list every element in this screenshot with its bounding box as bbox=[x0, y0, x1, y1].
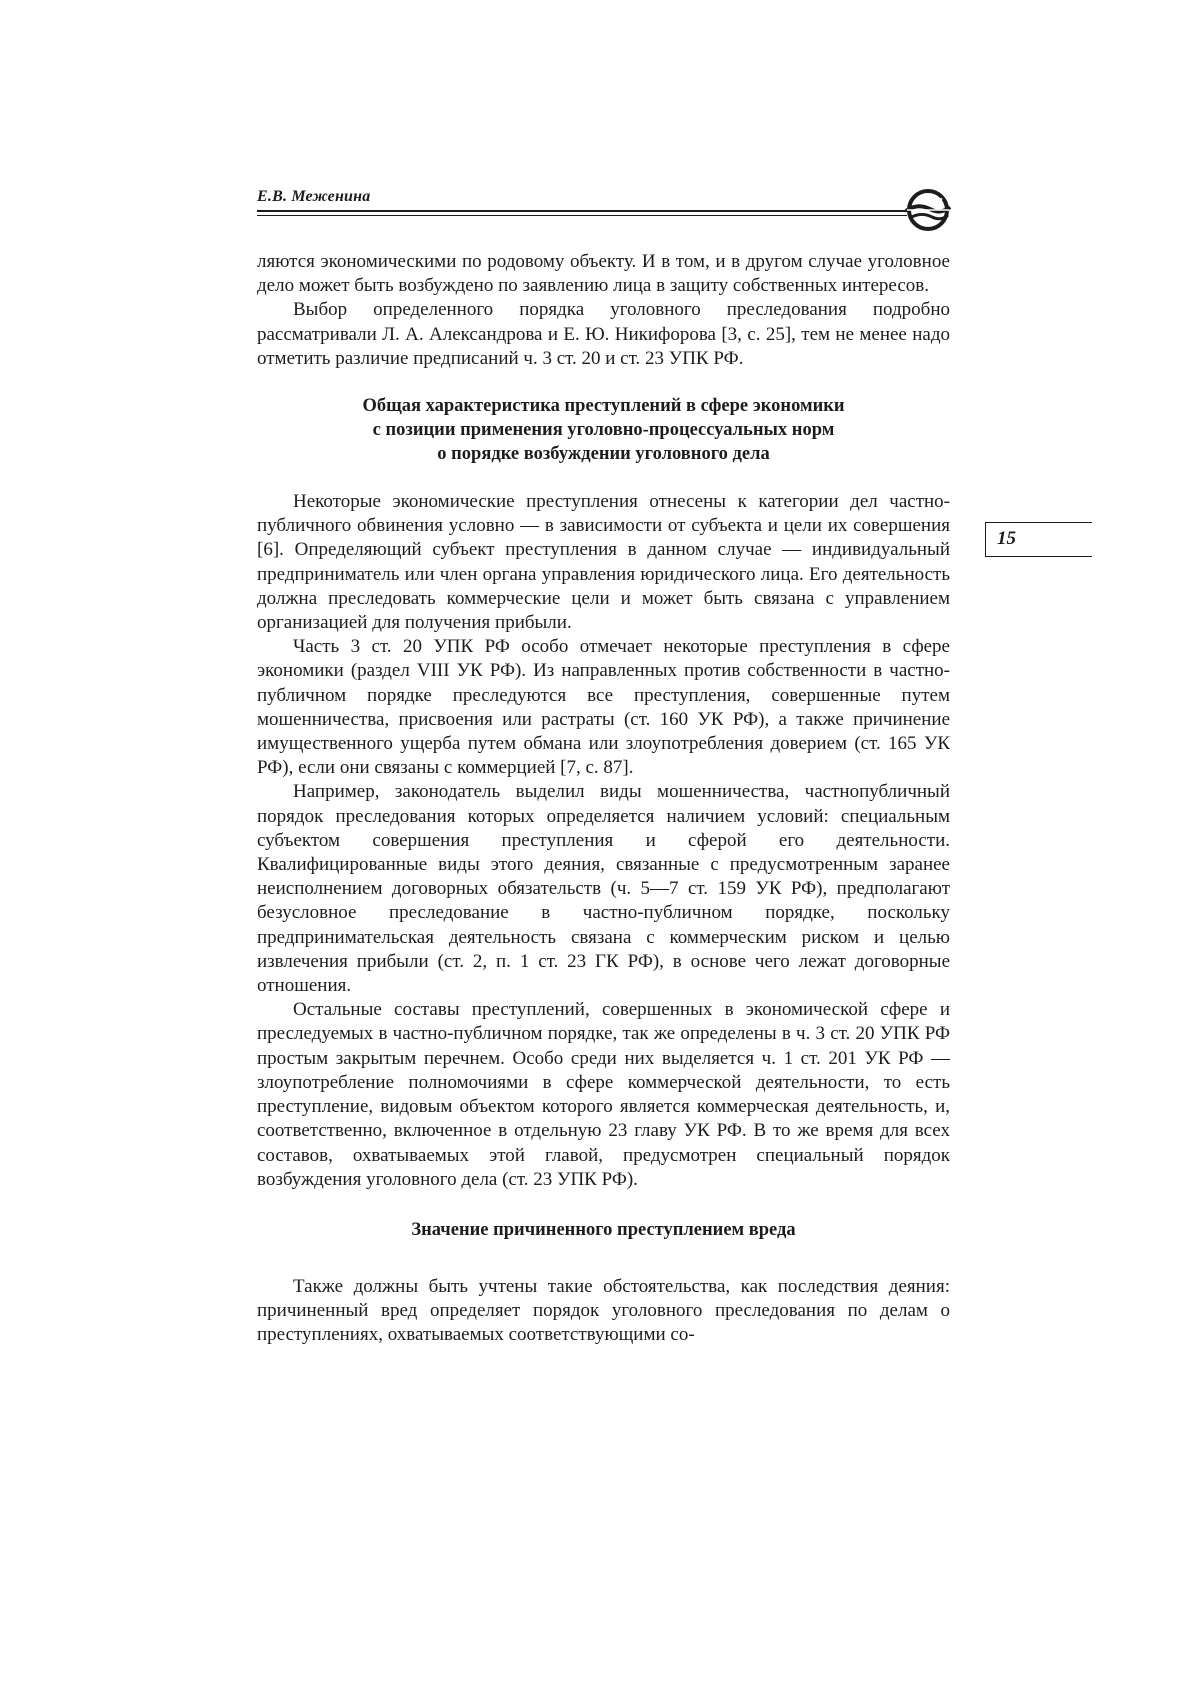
heading-line: о порядке возбуждении уголовного дела bbox=[437, 444, 770, 465]
journal-wave-logo-icon bbox=[904, 188, 952, 232]
page-box-bottom-rule bbox=[985, 556, 1092, 557]
section-heading-harm-significance: Значение причиненного преступлением вреда bbox=[411, 1219, 796, 1240]
running-header-author: Е.В. Меженина bbox=[257, 188, 371, 205]
paragraph: Выбор определенного порядка уголовного преследования подробно рассматривали Л. А. Александрова и Е. Ю. Никифорова [3, с. 25], тем не менее надо отметить различие предписаний ч. 3 ст. 20 и ст. 23 УПК РФ. bbox=[257, 299, 950, 369]
body-text bbox=[257, 250, 950, 1348]
paragraph: Остальные составы преступлений, совершенных в экономической сфере и преследуемых в частно-публичном порядке, так же определены в ч. 3 ст. 20 УПК РФ простым закрытым перечнем. Особо среди них выделяется ч. 1 ст. 201 УК РФ — злоупотребление полномочиями в сфере коммерческой деятельности, то есть преступление, видовым объектом которого является коммерческая деятельность, и, соответственно, включенное в отдельную 23 главу УК РФ. В то же время для всех составов, охватываемых этой главой, предусмотрен специальный порядок возбуждения уголовного дела (ст. 23 УПК РФ). bbox=[257, 999, 950, 1190]
page-number-box bbox=[985, 522, 1092, 557]
page-box-left-rule bbox=[985, 522, 986, 557]
header-rule-thick bbox=[257, 210, 907, 212]
page-number: 15 bbox=[997, 528, 1016, 549]
paragraph: Некоторые экономические преступления отнесены к категории дел частно-публичного обвинения условно — в зависимости от субъекта и цели их совершения [6]. Определяющий субъект преступления в данном случае — индивидуальный предприниматель или член органа управления юридического лица. Его деятельность должна преследовать коммерческие цели и может быть связана с управлением организацией для получения прибыли. bbox=[257, 491, 950, 634]
heading-line: с позиции применения уголовно-процессуальных норм bbox=[372, 420, 835, 441]
paragraph: Также должны быть учтены такие обстоятельства, как последствия деяния: причиненный вред определяет порядок уголовного преследования по делам о преступлениях, охватываемых соответствующими со- bbox=[257, 1275, 950, 1346]
section-heading-general-characteristics bbox=[257, 394, 950, 466]
heading-line: Общая характеристика преступлений в сфере экономики bbox=[362, 396, 845, 417]
paragraph: Часть 3 ст. 20 УПК РФ особо отмечает некоторые преступления в сфере экономики (раздел VIII УК РФ). Из направленных против собственности в частно-публичном порядке преследуются все преступления, совершенные путем мошенничества, присвоения или растраты (ст. 160 УК РФ), а также причинение имущественного ущерба путем обмана или злоупотребления доверием (ст. 165 УК РФ), если они связаны с коммерцией [7, с. 87]. bbox=[257, 636, 950, 779]
page-box-top-rule bbox=[985, 522, 1092, 523]
paragraph: Например, законодатель выделил виды мошенничества, частнопубличный порядок преследования которых определяется наличием условий: специальным субъектом совершения преступления и сферой его деятельности. Квалифицированные виды этого деяния, связанные с предусмотренным заранее неисполнением договорных обязательств (ч. 5—7 ст. 159 УК РФ), предполагают безусловное преследование в частно-публичном порядке, поскольку предпринимательская деятельность связана с коммерческим риском и целью извлечения прибыли (ст. 2, п. 1 ст. 23 ГК РФ), в основе чего лежат договорные отношения. bbox=[257, 781, 950, 997]
header-rule-thin bbox=[257, 215, 907, 216]
running-header bbox=[257, 188, 957, 228]
paragraph-continued: ляются экономическими по родовому объекту. И в том, и в другом случае уголовное дело может быть возбуждено по заявлению лица в защиту собственных интересов. bbox=[257, 251, 950, 297]
